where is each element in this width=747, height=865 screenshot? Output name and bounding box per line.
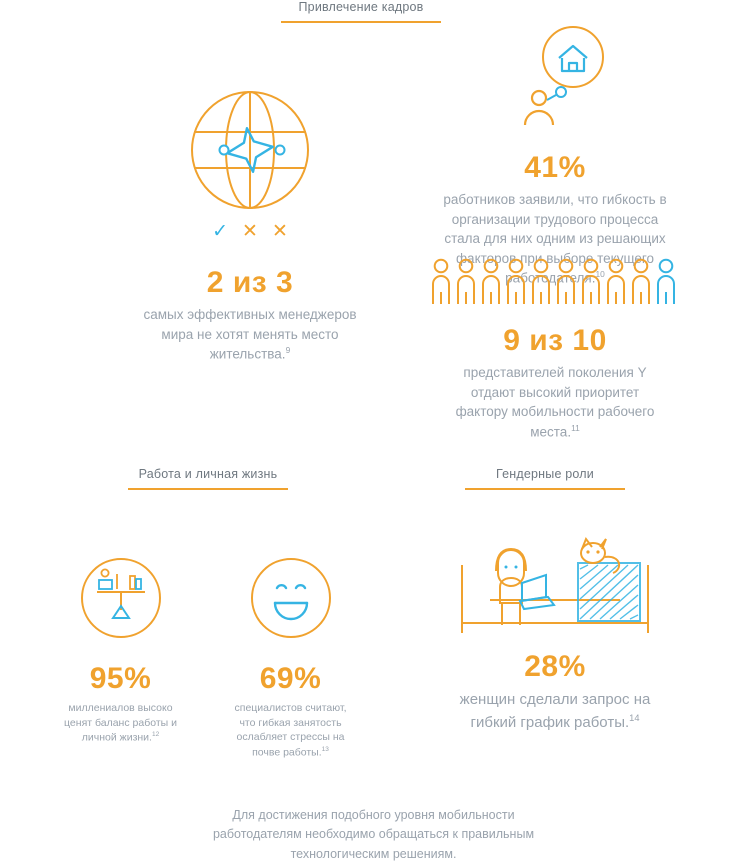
stat-value-flexibility: 41% xyxy=(524,151,586,184)
cross-icon-1: ✕ xyxy=(242,220,258,242)
stat-value-generation-y: 9 из 10 xyxy=(503,324,607,357)
stat-value-stress: 69% xyxy=(259,662,322,695)
smiley-face-icon xyxy=(241,548,341,648)
globe-airplane-icon xyxy=(180,80,320,220)
section-heading-recruitment-label: Привлечение кадров xyxy=(298,0,424,14)
footnote-globe: 9 xyxy=(285,345,291,356)
section-heading-rule xyxy=(465,488,625,490)
stat-caption-stress-text: специалистов считают, что гибкая занятость ослабляет стрессы на почве работы. xyxy=(234,702,347,759)
section-heading-rule xyxy=(281,21,441,23)
woman-laptop-cat-icon xyxy=(450,505,660,640)
footnote-flexibility: 10 xyxy=(595,269,605,280)
block-flexibility xyxy=(420,22,690,288)
footer-line-1: Для достижения подобного уровня мобильности xyxy=(232,808,515,822)
stat-caption-generation-y-text: представителей поколения Y отдают высокий приоритет фактору мобильности рабочего места. xyxy=(455,365,655,440)
block-generation-y xyxy=(415,258,695,442)
section-heading-gender-label: Гендерные роли xyxy=(495,467,594,481)
stat-caption-women-text: женщин сделали запрос на гибкий график работы. xyxy=(459,691,651,731)
block-globe-relocation xyxy=(105,80,395,364)
section-heading-recruitment xyxy=(281,0,441,23)
block-women-flexible-request xyxy=(410,505,700,734)
stat-value-women: 28% xyxy=(524,650,586,683)
stat-value-balance: 95% xyxy=(89,662,152,695)
footer-text xyxy=(0,806,747,864)
scales-balance-icon xyxy=(71,548,171,648)
home-person-icon xyxy=(495,22,615,147)
stat-caption-balance xyxy=(48,701,193,746)
footnote-stress: 13 xyxy=(321,746,329,754)
stat-caption-globe xyxy=(105,305,395,364)
stat-caption-flexibility-text: работников заявили, что гибкость в организации трудового процесса стала для них одним из решающих факторов при выборе текущего работодателя. xyxy=(443,192,667,286)
section-heading-work-life-label: Работа и личная жизнь xyxy=(138,467,278,481)
footer-line-3: технологическим решениям. xyxy=(290,846,457,861)
stat-caption-women xyxy=(410,689,700,734)
stat-caption-generation-y xyxy=(415,363,695,442)
block-work-life-balance xyxy=(48,548,193,746)
section-heading-rule xyxy=(128,488,288,490)
marks-row xyxy=(105,220,395,242)
stat-caption-globe-text: самых эффективных менеджеров мира не хотят менять место жительства. xyxy=(143,307,357,362)
block-stress-reduction xyxy=(218,548,363,760)
footer-line-2: работодателям необходимо обращаться к правильным xyxy=(212,827,535,842)
section-heading-work-life xyxy=(128,467,288,490)
check-icon: ✓ xyxy=(212,220,229,242)
footnote-women: 14 xyxy=(629,712,640,723)
stat-value-globe: 2 из 3 xyxy=(206,266,294,299)
people-row-icon xyxy=(429,258,681,306)
footnote-generation-y: 11 xyxy=(571,422,580,433)
footnote-balance: 12 xyxy=(151,731,160,739)
section-heading-gender xyxy=(465,467,625,490)
cross-icon-2: ✕ xyxy=(271,220,288,242)
stat-caption-stress xyxy=(218,701,363,760)
stat-caption-balance-text: миллениалов высоко ценят баланс работы и личной жизни. xyxy=(64,702,177,744)
